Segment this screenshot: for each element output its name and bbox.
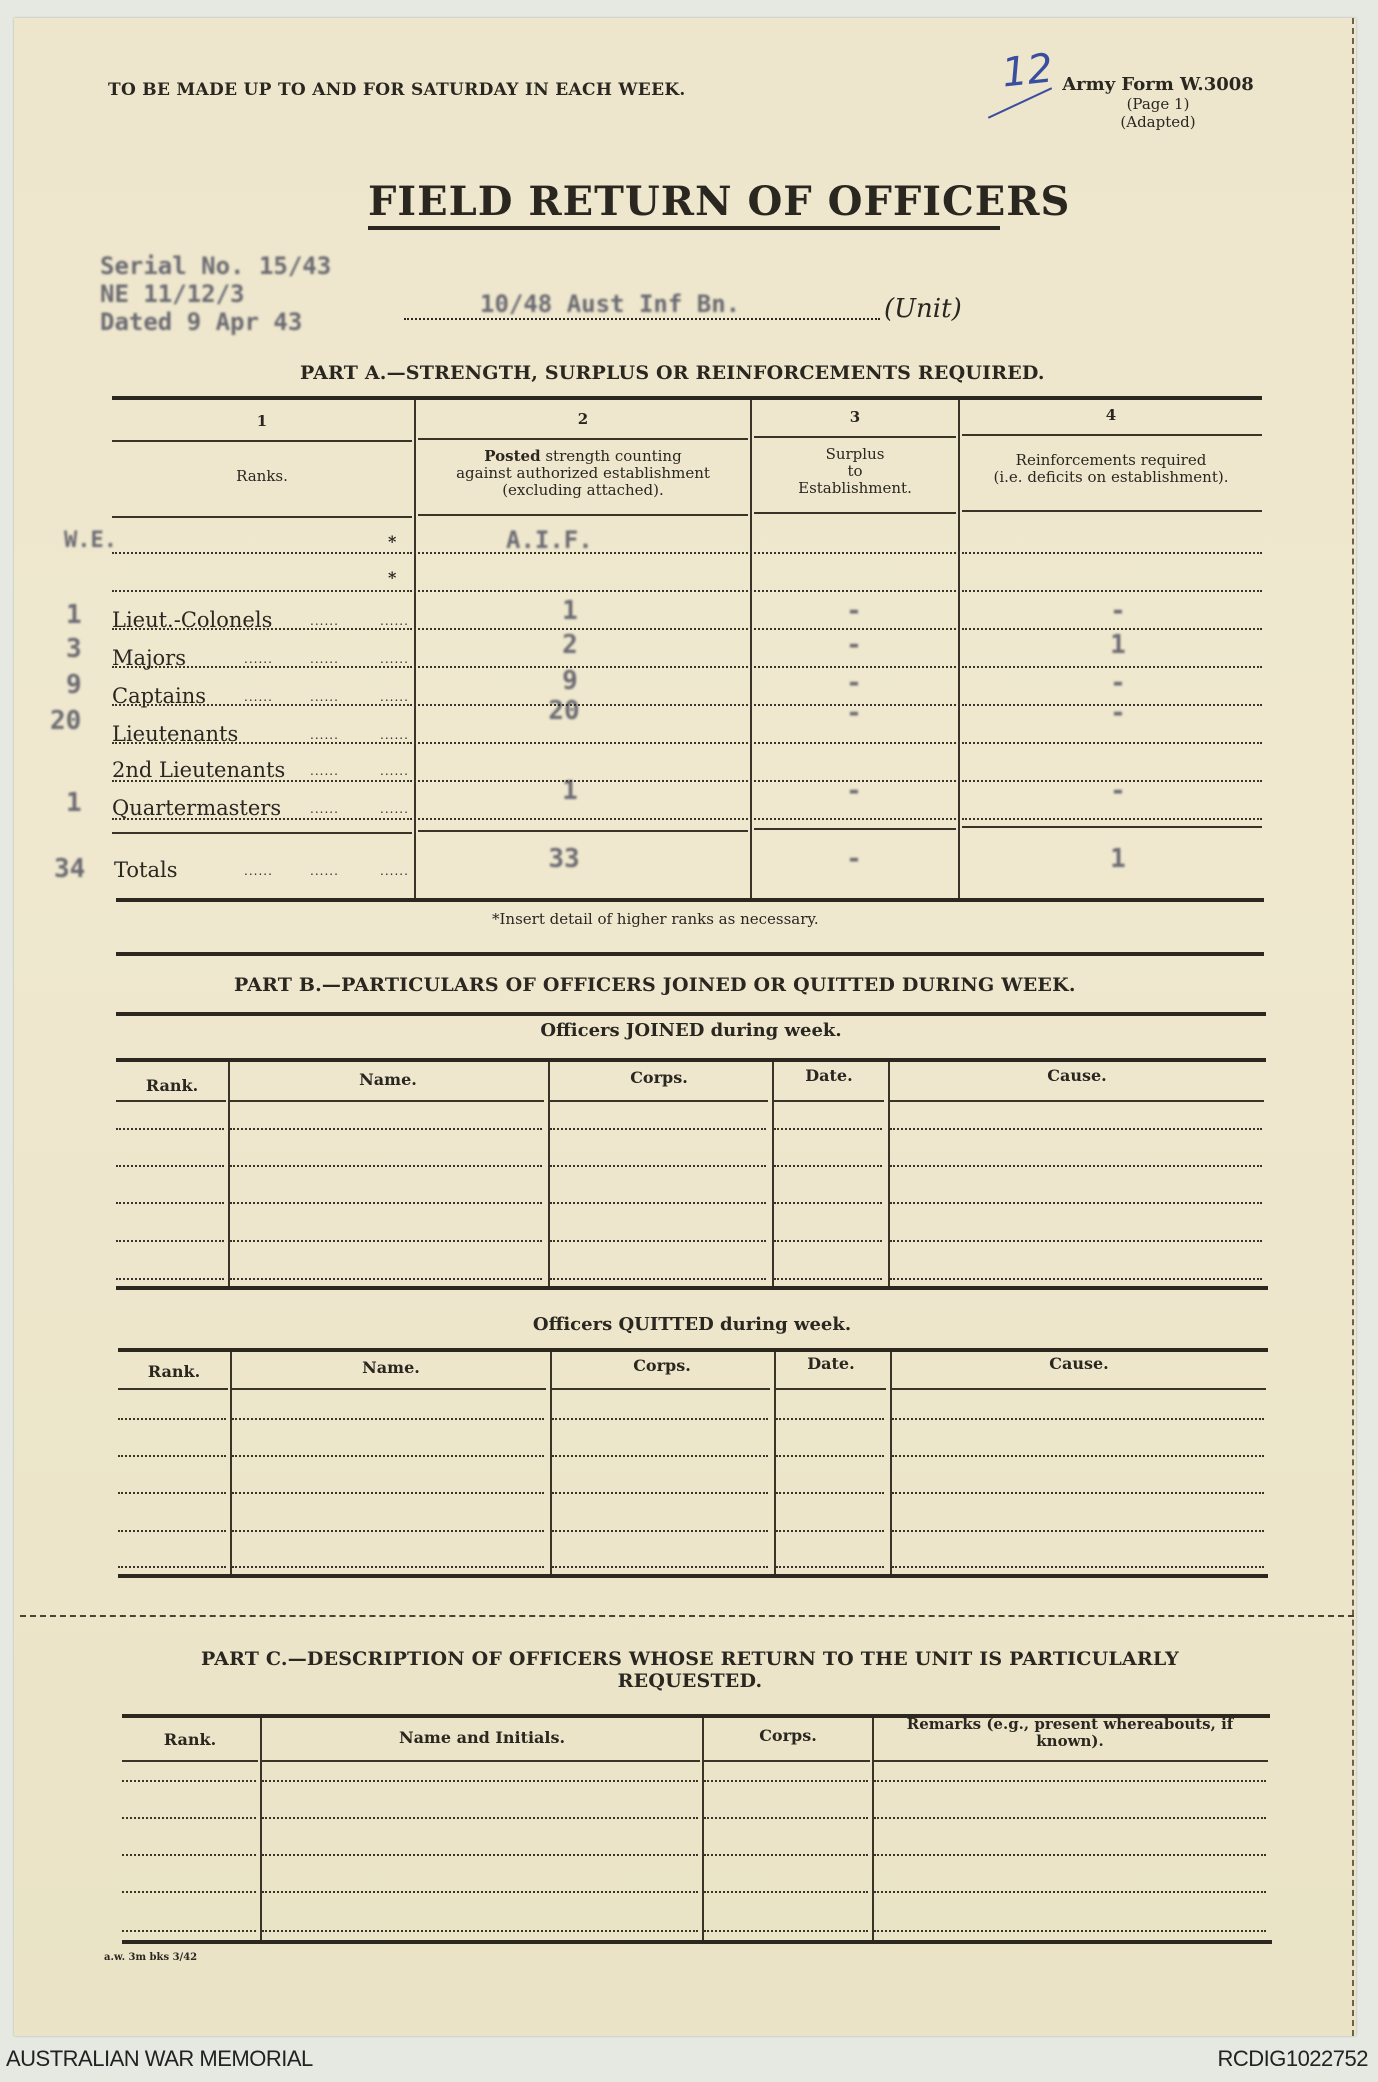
quitted-top-rule xyxy=(118,1348,1268,1352)
row-dotted-line xyxy=(754,742,956,744)
joined-row-line xyxy=(774,1128,882,1130)
partc-row-line xyxy=(262,1780,698,1782)
row-dotted-line xyxy=(112,552,412,554)
quitted-row-line xyxy=(892,1418,1264,1420)
form-identifier xyxy=(1048,74,1268,131)
joined-header-rule xyxy=(230,1100,544,1102)
joined-row-line xyxy=(116,1240,224,1242)
header-posted-bold: Posted xyxy=(484,447,541,465)
page-title: FIELD RETURN OF OFFICERS xyxy=(368,178,1071,225)
joined-row-line xyxy=(890,1240,1262,1242)
row-dotted-line xyxy=(418,742,748,744)
footer-right: RCDIG1022752 xyxy=(1217,2046,1368,2071)
serial-block xyxy=(100,252,331,336)
row-dotted-line xyxy=(112,780,412,782)
joined-row-line xyxy=(890,1128,1262,1130)
quitted-row-line xyxy=(118,1455,226,1457)
col-date: Date. xyxy=(805,1066,853,1085)
surplus-value: - xyxy=(846,630,862,660)
posted-value: 20 xyxy=(548,696,580,726)
quitted-row-line xyxy=(552,1492,768,1494)
quitted-row-line xyxy=(118,1530,226,1532)
col-name-initials: Name and Initials. xyxy=(398,1728,566,1747)
header-surplus-line2: to xyxy=(847,462,863,480)
posted-value: 2 xyxy=(562,630,578,660)
joined-row-line xyxy=(230,1165,542,1167)
margin-count: 1 xyxy=(66,788,82,818)
part-b-rule xyxy=(116,1012,1266,1016)
leader-dots: ...... xyxy=(380,802,409,816)
header-rule xyxy=(962,434,1262,436)
leader-dots: ...... xyxy=(310,864,339,878)
quitted-header-rule xyxy=(232,1388,546,1390)
partc-row-line xyxy=(704,1780,868,1782)
partc-row-line xyxy=(122,1854,256,1856)
leader-dots: ...... xyxy=(244,864,273,878)
leader-dots: ...... xyxy=(310,652,339,666)
joined-row-line xyxy=(116,1278,224,1280)
joined-header-rule xyxy=(550,1100,768,1102)
joined-col-divider xyxy=(888,1062,890,1286)
partc-col-divider xyxy=(702,1718,704,1940)
row-dotted-line xyxy=(112,628,412,630)
row-dotted-line xyxy=(418,666,748,668)
partc-header-rule xyxy=(262,1760,700,1762)
reinforcements-value: - xyxy=(1110,668,1126,698)
header-rule xyxy=(418,438,748,440)
unit-value: 10/48 Aust Inf Bn. xyxy=(480,290,741,318)
dated: Dated 9 Apr 43 xyxy=(100,308,303,336)
joined-bottom-rule xyxy=(116,1286,1268,1290)
rank-label: 2nd Lieutenants xyxy=(112,758,286,782)
rank-label: Captains xyxy=(112,684,207,708)
row-dotted-line xyxy=(962,818,1262,820)
part-b-heading: PART B.—PARTICULARS OF OFFICERS JOINED OR QUITTED DURING WEEK. xyxy=(234,974,1076,996)
joined-row-line xyxy=(230,1278,542,1280)
rank-label: Quartermasters xyxy=(112,796,282,820)
col-rank: Rank. xyxy=(163,1730,217,1749)
joined-top-rule xyxy=(116,1058,1266,1062)
footer-left: AUSTRALIAN WAR MEMORIAL xyxy=(6,2046,313,2071)
joined-row-line xyxy=(116,1202,224,1204)
partc-row-line xyxy=(874,1817,1266,1819)
header-rule xyxy=(112,440,412,442)
joined-col-divider xyxy=(228,1062,230,1286)
part-a-bottom-rule xyxy=(116,898,1264,902)
serial-number: Serial No. 15/43 xyxy=(100,252,332,280)
perforation-vertical xyxy=(1352,18,1354,2036)
header-reinforcements xyxy=(960,452,1262,486)
quitted-bottom-rule xyxy=(118,1574,1268,1578)
quitted-row-line xyxy=(552,1530,768,1532)
partc-row-line xyxy=(874,1930,1266,1932)
joined-row-line xyxy=(774,1165,882,1167)
leader-dots: ...... xyxy=(380,614,409,628)
margin-count: 9 xyxy=(66,670,82,700)
joined-row-line xyxy=(550,1240,766,1242)
joined-row-line xyxy=(116,1165,224,1167)
quitted-row-line xyxy=(232,1566,544,1568)
surplus-value: - xyxy=(846,668,862,698)
header-surplus-line3: Establishment. xyxy=(798,479,912,497)
quitted-row-line xyxy=(118,1418,226,1420)
leader-dots: ...... xyxy=(380,864,409,878)
col-name: Name. xyxy=(362,1358,420,1377)
posted-total: 33 xyxy=(548,844,580,874)
row-dotted-line xyxy=(418,552,748,554)
part-c-bottom-rule xyxy=(122,1940,1272,1944)
part-c-heading-line1: PART C.—DESCRIPTION OF OFFICERS WHOSE RETURN TO THE UNIT IS PARTICULARLY xyxy=(201,1648,1179,1670)
quitted-col-divider xyxy=(890,1352,892,1574)
header-bottom-rule xyxy=(418,514,748,516)
posted-value: 1 xyxy=(562,596,578,626)
surplus-value: - xyxy=(846,698,862,728)
column-number-3: 3 xyxy=(849,408,861,426)
joined-row-line xyxy=(230,1240,542,1242)
asterisk: * xyxy=(388,532,397,551)
partc-col-divider xyxy=(260,1718,262,1940)
margin-count: 1 xyxy=(66,600,82,630)
quitted-row-line xyxy=(118,1492,226,1494)
rank-label: Lieut.-Colonels xyxy=(112,608,273,632)
column-number-4: 4 xyxy=(1105,406,1117,424)
joined-row-line xyxy=(774,1240,882,1242)
totals-rule xyxy=(112,832,412,834)
joined-header-rule xyxy=(774,1100,884,1102)
quitted-row-line xyxy=(776,1530,884,1532)
joined-row-line xyxy=(550,1202,766,1204)
partc-row-line xyxy=(874,1854,1266,1856)
partc-row-line xyxy=(704,1891,868,1893)
leader-dots: ...... xyxy=(310,802,339,816)
header-bottom-rule xyxy=(754,512,956,514)
row-dotted-line xyxy=(754,552,956,554)
part-c-heading-line2: REQUESTED. xyxy=(617,1670,763,1692)
col-rank: Rank. xyxy=(145,1076,199,1095)
unit-label: (Unit) xyxy=(884,294,962,324)
quitted-col-divider xyxy=(774,1352,776,1574)
quitted-header-rule xyxy=(552,1388,770,1390)
joined-row-line xyxy=(774,1278,882,1280)
row-dotted-line xyxy=(754,704,956,706)
joined-row-line xyxy=(550,1128,766,1130)
quitted-row-line xyxy=(892,1455,1264,1457)
quitted-header-rule xyxy=(892,1388,1266,1390)
quitted-row-line xyxy=(232,1418,544,1420)
form-number: Army Form W.3008 xyxy=(1062,74,1254,95)
joined-header-rule xyxy=(890,1100,1264,1102)
separator-rule xyxy=(116,952,1264,956)
joined-row-line xyxy=(774,1202,882,1204)
leader-dots: ...... xyxy=(380,690,409,704)
margin-note-we: W.E. xyxy=(64,528,117,553)
handwritten-page-number: 12 xyxy=(999,45,1056,97)
quitted-header-rule xyxy=(118,1388,228,1390)
header-posted-line1: strength counting xyxy=(545,447,682,465)
joined-row-line xyxy=(116,1128,224,1130)
partc-col-divider xyxy=(872,1718,874,1940)
totals-label: Totals xyxy=(114,858,178,882)
row-dotted-line xyxy=(754,818,956,820)
joined-title: Officers JOINED during week. xyxy=(540,1020,842,1041)
col-corps: Corps. xyxy=(759,1726,817,1745)
quitted-row-line xyxy=(232,1492,544,1494)
partc-row-line xyxy=(704,1854,868,1856)
surplus-value: - xyxy=(846,596,862,626)
header-reinf-line1: Reinforcements required xyxy=(1015,451,1207,469)
quitted-row-line xyxy=(776,1492,884,1494)
col-name: Name. xyxy=(359,1070,417,1089)
joined-row-line xyxy=(890,1202,1262,1204)
header-bottom-rule xyxy=(962,510,1262,512)
perforation-horizontal xyxy=(20,1615,1354,1617)
quitted-row-line xyxy=(232,1455,544,1457)
quitted-row-line xyxy=(118,1566,226,1568)
row-dotted-line xyxy=(112,742,412,744)
row-dotted-line xyxy=(418,704,748,706)
posted-value: 1 xyxy=(562,776,578,806)
footnote: *Insert detail of higher ranks as necessary. xyxy=(492,910,819,928)
leader-dots: ...... xyxy=(244,652,273,666)
header-ranks: Ranks. xyxy=(236,467,288,485)
partc-row-line xyxy=(122,1780,256,1782)
instruction-text: TO BE MADE UP TO AND FOR SATURDAY IN EACH WEEK. xyxy=(108,80,686,100)
header-posted-line2: against authorized establishment xyxy=(456,464,710,482)
quitted-col-divider xyxy=(550,1352,552,1574)
header-rule xyxy=(754,436,956,438)
partc-row-line xyxy=(122,1817,256,1819)
partc-row-line xyxy=(874,1891,1266,1893)
row-dotted-line xyxy=(418,628,748,630)
joined-row-line xyxy=(890,1278,1262,1280)
joined-col-divider xyxy=(772,1062,774,1286)
reinforcements-value: - xyxy=(1110,698,1126,728)
row-dotted-line xyxy=(112,704,412,706)
row-dotted-line xyxy=(112,590,412,592)
quitted-row-line xyxy=(892,1566,1264,1568)
reinforcements-total: 1 xyxy=(1110,844,1126,874)
printer-mark: a.w. 3m bks 3/42 xyxy=(104,1952,198,1963)
quitted-row-line xyxy=(776,1418,884,1420)
row-dotted-line xyxy=(418,590,748,592)
row-dotted-line xyxy=(754,590,956,592)
asterisk: * xyxy=(388,568,397,587)
partc-row-line xyxy=(704,1817,868,1819)
quitted-row-line xyxy=(776,1566,884,1568)
column-number-2: 2 xyxy=(577,410,589,428)
totals-rule xyxy=(962,826,1262,828)
row-dotted-line xyxy=(962,704,1262,706)
header-bottom-rule xyxy=(112,516,412,518)
header-surplus xyxy=(752,446,958,497)
unit-dotted-line xyxy=(404,318,880,320)
quitted-col-divider xyxy=(230,1352,232,1574)
quitted-row-line xyxy=(776,1455,884,1457)
leader-dots: ...... xyxy=(310,764,339,778)
row-dotted-line xyxy=(962,590,1262,592)
joined-row-line xyxy=(230,1128,542,1130)
margin-count: 3 xyxy=(66,634,82,664)
col-corps: Corps. xyxy=(630,1068,688,1087)
row-dotted-line xyxy=(962,780,1262,782)
header-reinf-line2: (i.e. deficits on establishment). xyxy=(993,468,1229,486)
row-dotted-line xyxy=(754,628,956,630)
col-rank: Rank. xyxy=(147,1362,201,1381)
leader-dots: ...... xyxy=(380,652,409,666)
quitted-row-line xyxy=(552,1455,768,1457)
leader-dots: ...... xyxy=(310,728,339,742)
title-underline xyxy=(368,226,1000,230)
reinforcements-value: - xyxy=(1110,596,1126,626)
reinforcements-value: 1 xyxy=(1110,630,1126,660)
joined-row-line xyxy=(550,1278,766,1280)
row-dotted-line xyxy=(754,780,956,782)
column-number-1: 1 xyxy=(256,412,268,430)
header-posted-line3: (excluding attached). xyxy=(502,481,664,499)
quitted-header-rule xyxy=(776,1388,886,1390)
partc-row-line xyxy=(262,1891,698,1893)
partc-header-rule xyxy=(122,1760,258,1762)
leader-dots: ...... xyxy=(310,690,339,704)
partc-row-line xyxy=(262,1930,698,1932)
rank-label: Majors xyxy=(112,646,186,670)
leader-dots: ...... xyxy=(310,614,339,628)
row-dotted-line xyxy=(112,666,412,668)
quitted-row-line xyxy=(232,1530,544,1532)
col-date: Date. xyxy=(807,1354,855,1373)
row-dotted-line xyxy=(962,742,1262,744)
leader-dots: ...... xyxy=(380,728,409,742)
reference-number: NE 11/12/3 xyxy=(100,280,245,308)
quitted-row-line xyxy=(552,1566,768,1568)
part-a-heading: PART A.—STRENGTH, SURPLUS OR REINFORCEMENTS REQUIRED. xyxy=(300,362,1045,384)
partc-row-line xyxy=(874,1780,1266,1782)
row-dotted-line xyxy=(962,552,1262,554)
leader-dots: ...... xyxy=(380,764,409,778)
surplus-total: - xyxy=(846,844,862,874)
header-surplus-line1: Surplus xyxy=(825,445,885,463)
partc-row-line xyxy=(262,1854,698,1856)
row-dotted-line xyxy=(112,818,412,820)
quitted-title: Officers QUITTED during week. xyxy=(532,1314,852,1335)
totals-rule xyxy=(754,828,956,830)
partc-header-rule xyxy=(704,1760,870,1762)
form-note: (Adapted) xyxy=(1120,113,1196,131)
joined-row-line xyxy=(890,1165,1262,1167)
leader-dots: ...... xyxy=(244,690,273,704)
rank-label: Lieutenants xyxy=(112,722,239,746)
joined-row-line xyxy=(550,1165,766,1167)
row-dotted-line xyxy=(418,818,748,820)
row-dotted-line xyxy=(754,666,956,668)
posted-value: 9 xyxy=(562,666,578,696)
header-posted-strength xyxy=(416,448,750,499)
posted-aif: A.I.F. xyxy=(506,526,593,554)
reinforcements-value: - xyxy=(1110,776,1126,806)
totals-rule xyxy=(418,830,748,832)
part-c-heading xyxy=(100,1648,1280,1692)
partc-row-line xyxy=(122,1891,256,1893)
partc-row-line xyxy=(122,1930,256,1932)
partc-row-line xyxy=(704,1930,868,1932)
col-cause: Cause. xyxy=(1047,1066,1107,1085)
row-dotted-line xyxy=(962,666,1262,668)
margin-count: 20 xyxy=(50,706,82,736)
quitted-row-line xyxy=(892,1492,1264,1494)
surplus-value: - xyxy=(846,776,862,806)
quitted-row-line xyxy=(552,1418,768,1420)
form-page: (Page 1) xyxy=(1126,95,1190,113)
row-dotted-line xyxy=(418,780,748,782)
col-cause: Cause. xyxy=(1049,1354,1109,1373)
margin-total: 34 xyxy=(54,854,86,884)
col-remarks: Remarks (e.g., present whereabouts, if known). xyxy=(906,1715,1234,1750)
joined-row-line xyxy=(230,1202,542,1204)
col-corps: Corps. xyxy=(633,1356,691,1375)
part-a-top-rule xyxy=(112,396,1262,400)
partc-row-line xyxy=(262,1817,698,1819)
joined-col-divider xyxy=(548,1062,550,1286)
joined-header-rule xyxy=(116,1100,226,1102)
row-dotted-line xyxy=(962,628,1262,630)
partc-header-rule xyxy=(874,1760,1268,1762)
quitted-row-line xyxy=(892,1530,1264,1532)
